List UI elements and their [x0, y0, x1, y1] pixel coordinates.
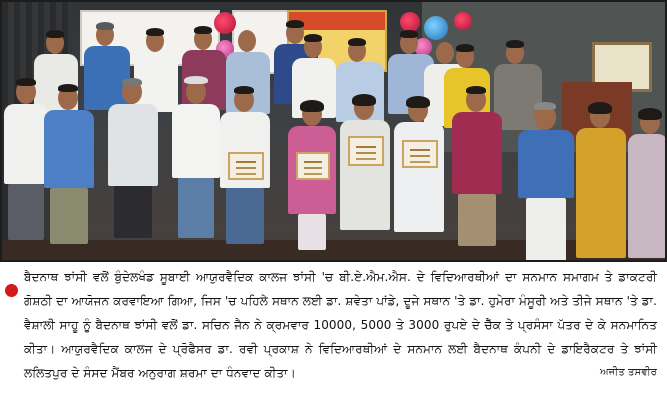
floor: [2, 240, 667, 262]
news-caption: [0, 262, 667, 418]
certificate: [402, 140, 438, 168]
certificate: [228, 152, 264, 180]
bullet-dot-icon: [5, 284, 18, 297]
certificate: [296, 152, 330, 180]
certificate: [348, 136, 384, 166]
decoration-ball: [400, 12, 420, 32]
decoration-ball: [454, 12, 472, 30]
caption-body: ਬੈਦਨਾਥ ਝਾਂਸੀ ਵਲੋਂ ਬੁੰਦੇਲਖੰਡ ਸੂਬਾਈ ਆਯੁਰਵੈਦਿਕ ਕਾਲਜ ਝਾਂਸੀ 'ਚ ਬੀ.ਏ.ਐਮ.ਐਸ. ਦੇ ਵਿਦਿਆਰਥੀਆਂ ਦਾ ਸਨਮਾਨ ਸਮਾਗਮ ਤੇ ਡਾਕਟਰੀ ਗੋਸ਼ਠੀ ਦਾ ਆਯੋਜਨ ਕਰਵਾਇਆ ਗਿਆ, ਜਿਸ 'ਚ ਪਹਿਲੇ ਸਥਾਨ ਲਈ ਡਾ. ਸ਼ਵੇਤਾ ਪਾਂਡੇ, ਦੂਜੇ ਸਥਾਨ 'ਤੇ ਡਾ. ਹੁਮੇਰਾ ਮੰਸੂਰੀ ਅਤੇ ਤੀਜੇ ਸਥਾਨ 'ਤੇ ਡਾ. ਵੈਸ਼ਾਲੀ ਸਾਹੂ ਨੂੰ ਬੈਦਨਾਥ ਝਾਂਸੀ ਵਲੋਂ ਡਾ. ਸਚਿਨ ਜੈਨ ਨੇ ਕ੍ਰਮਵਾਰ 10000, 5000 ਤੇ 3000 ਰੁਪਏ ਦੇ ਚੈੱਕ ਤੇ ਪ੍ਰਸੰਸਾ ਪੱਤਰ ਦੇ ਕੇ ਸਨਮਾਨਿਤ ਕੀਤਾ। ਆਯੁਰਵੈਦਿਕ ਕਾਲਜ ਦੇ ਪ੍ਰੋਫੈਸਰ ਡਾ. ਰਵੀ ਪ੍ਰਕਾਸ਼ ਨੇ ਵਿਦਿਆਰਥੀਆਂ ਦੇ ਸਨਮਾਨ ਲਈ ਬੈਦਨਾਥ ਕੰਪਨੀ ਦੇ ਡਾਇਰੈਕਟਰ ਤੇ ਝਾਂਸੀ ਲਲਿਤਪੁਰ ਦੇ ਸੰਸਦ ਮੈਂਬਰ ਅਨੁਰਾਗ ਸ਼ਰਮਾ ਦਾ ਧੰਨਵਾਦ ਕੀਤਾ।: [24, 270, 657, 380]
caption-text: [24, 265, 657, 385]
photo-credit: ਅਜੀਤ ਤਸਵੀਰ: [599, 367, 657, 378]
decoration-ball: [424, 16, 448, 40]
banner-header: [289, 12, 385, 30]
decoration-ball: [214, 12, 236, 34]
